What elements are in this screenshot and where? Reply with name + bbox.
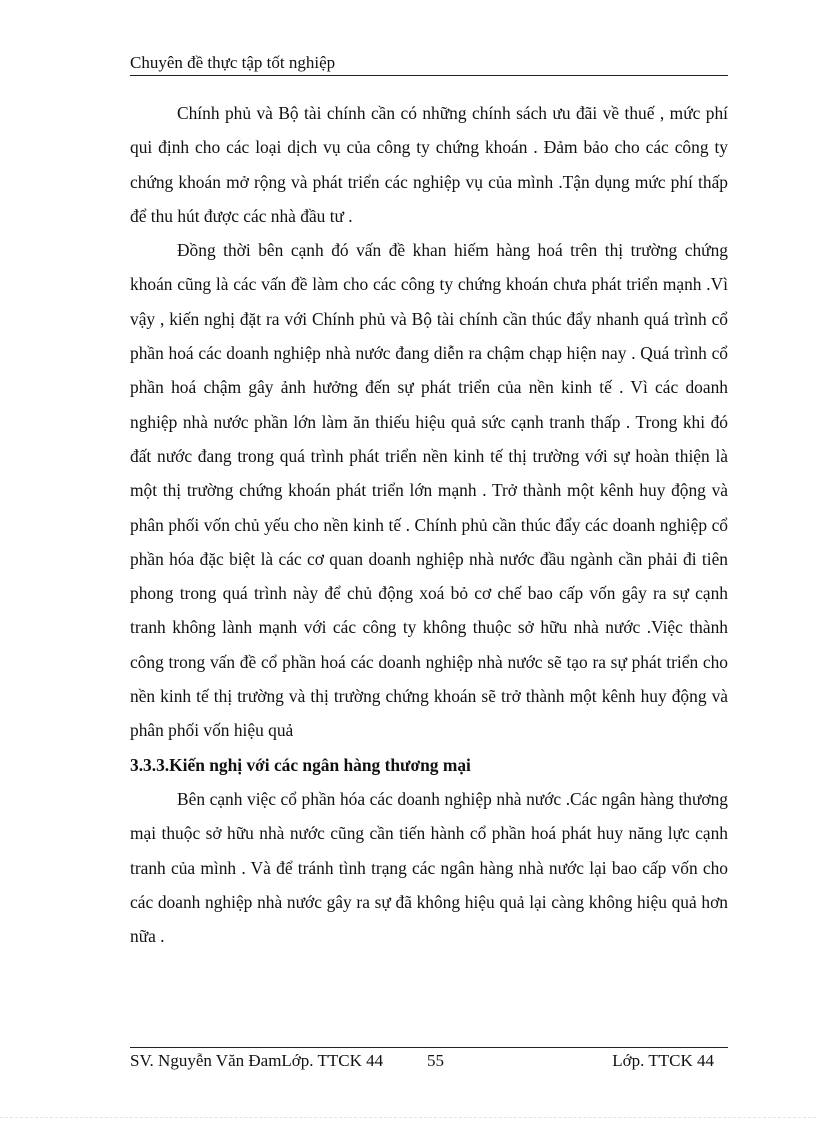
footer-author: SV. Nguyễn Văn ĐamLớp. TTCK 44 xyxy=(130,1051,384,1070)
document-body xyxy=(130,96,728,953)
footer-class: Lớp. TTCK 44 xyxy=(612,1051,714,1070)
page-edge-divider xyxy=(0,1117,816,1119)
page-number: 55 xyxy=(427,1051,444,1070)
section-heading: 3.3.3.Kiến nghị với các ngân hàng thương mại xyxy=(130,754,471,775)
paragraph-3: Bên cạnh việc cổ phần hóa các doanh nghiệp nhà nước .Các ngân hàng thương mại thuộc sở hữu nhà nước cũng cần tiến hành cổ phần hoá phát huy năng lực cạnh tranh của mình . Và để tránh tình trạng các ngân hàng nhà nước lại bao cấp vốn cho các doanh nghiệp nhà nước gây ra sự đã không hiệu quả lại càng không hiệu quả hơn nữa . xyxy=(130,788,728,947)
footer-divider xyxy=(130,1047,728,1048)
header-divider xyxy=(130,75,728,76)
paragraph-1: Chính phủ và Bộ tài chính cần có những chính sách ưu đãi về thuế , mức phí qui định cho các loại dịch vụ của công ty chứng khoán . Đảm bảo cho các công ty chứng khoán mở rộng và phát triển các nghiệp vụ của mình .Tận dụng mức phí thấp để thu hút được các nhà đầu tư . xyxy=(130,103,728,226)
page-footer xyxy=(130,1050,728,1074)
paragraph-2: Đồng thời bên cạnh đó vấn đề khan hiếm hàng hoá trên thị trường chứng khoán cũng là các vấn đề làm cho các công ty chứng khoán chưa phát triển mạnh .Vì vậy , kiến nghị đặt ra với Chính phủ và Bộ tài chính cần thúc đẩy nhanh quá trình cổ phần hoá các doanh nghiệp nhà nước đang diễn ra chậm chạp hiện nay . Quá trình cổ phần hoá chậm gây ảnh hưởng đến sự phát triển của nền kinh tế . Vì các doanh nghiệp nhà nước phần lớn làm ăn thiếu hiệu quả sức cạnh tranh thấp . Trong khi đó đất nước đang trong quá trình phát triển nền kinh tế thị trường với sự hoàn thiện là một thị trường chứng khoán phát triển lớn mạnh . Trở thành một kênh huy động và phân phối vốn chủ yếu cho nền kinh tế . Chính phủ cần thúc đẩy các doanh nghiệp cổ phần hóa đặc biệt là các cơ quan doanh nghiệp nhà nước đầu ngành cần phải đi tiên phong trong quá trình này để chủ động xoá bỏ cơ chế bao cấp vốn gây ra sự cạnh tranh không lành mạnh với các công ty không thuộc sở hữu nhà nước .Việc thành công trong vấn đề cổ phần hoá các doanh nghiệp nhà nước sẽ tạo ra sự phát triển cho nền kinh tế thị trường và thị trường chứng khoán sẽ trở thành một kênh huy động và phân phối vốn hiệu quả xyxy=(130,240,728,741)
page-header: Chuyên đề thực tập tốt nghiệp xyxy=(130,53,336,72)
